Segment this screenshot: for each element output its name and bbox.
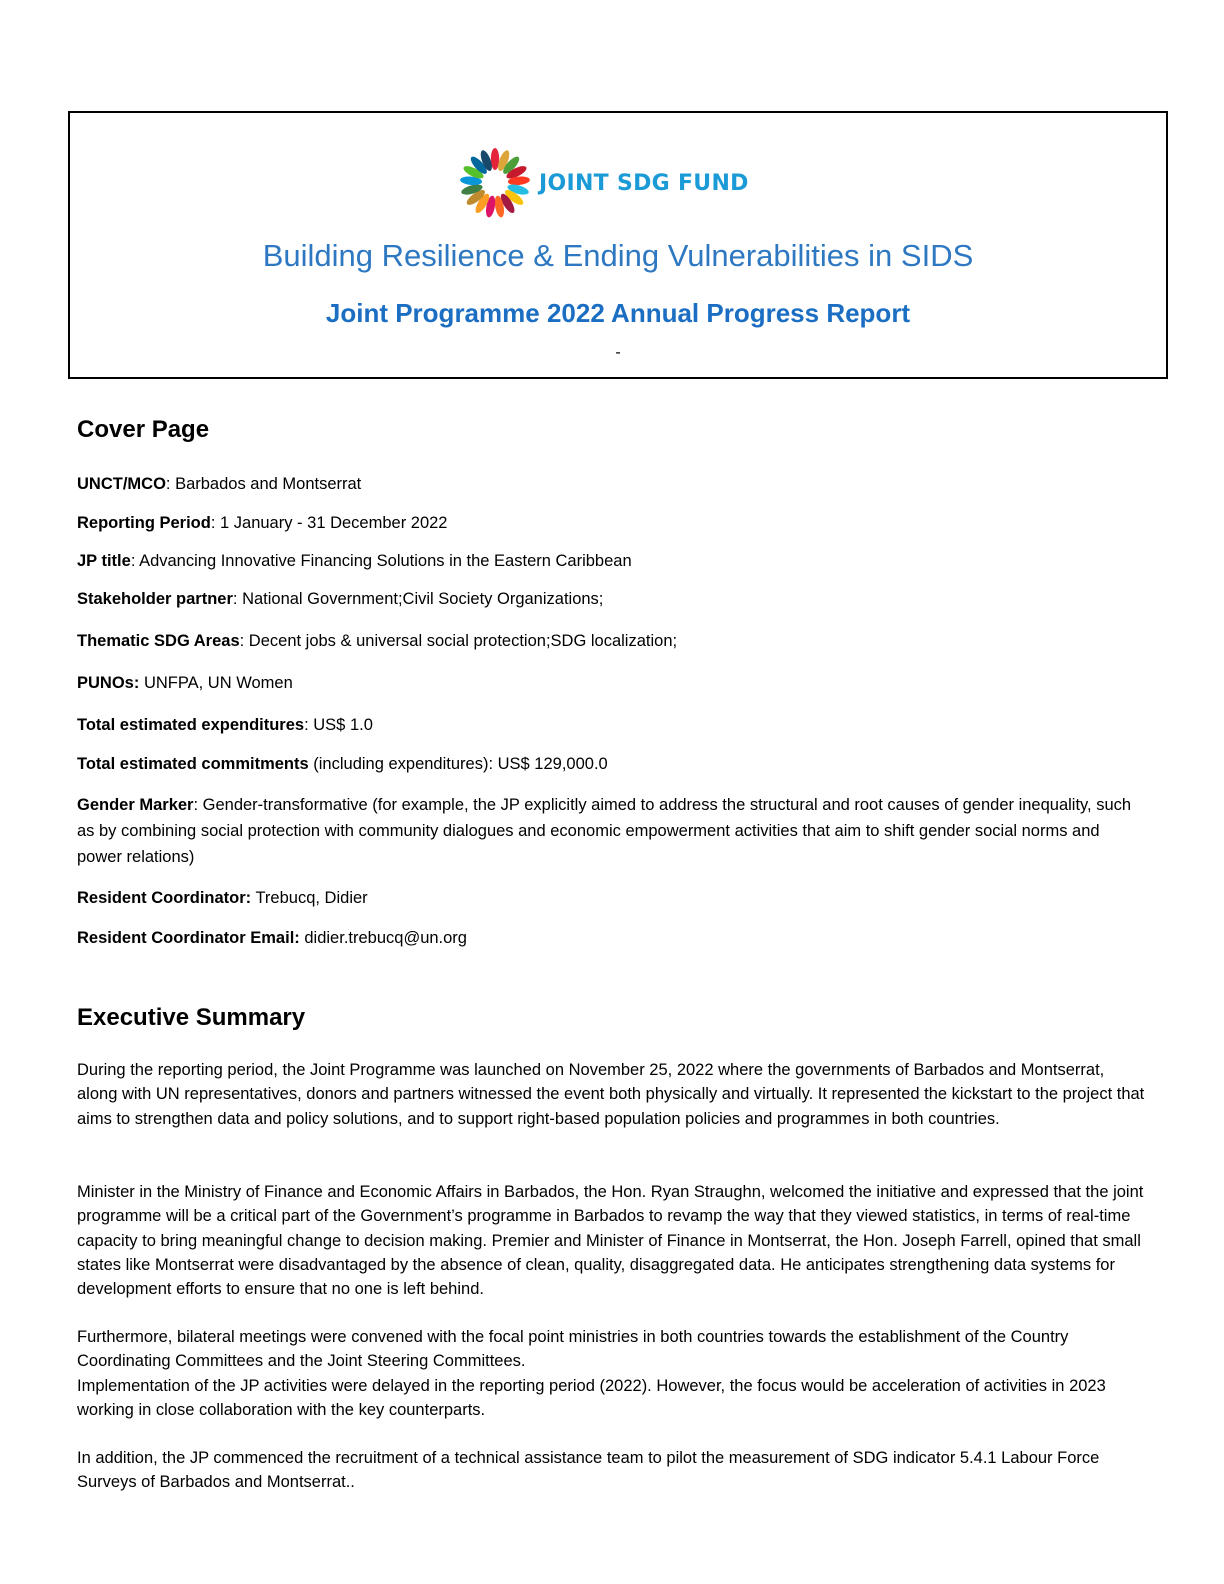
- field-jp-title: JP title: Advancing Innovative Financing Solutions in the Eastern Caribbean: [77, 552, 632, 570]
- field-thematic-sdg-areas: Thematic SDG Areas: Decent jobs & universal social protection;SDG localization;: [77, 632, 678, 650]
- field-resident-coordinator-email: Resident Coordinator Email: didier.trebucq@un.org: [77, 929, 467, 947]
- summary-paragraph: Minister in the Ministry of Finance and Economic Affairs in Barbados, the Hon. Ryan Straughn, welcomed the initiative and expressed that the joint programme will be a critical part of the Government’s programme in Barbados to revamp the way that they viewed statistics, in terms of real-time capacity to bring meaningful change to decision making. Premier and Minister of Finance in Montserrat, the Hon. Joseph Farrell, opined that small states like Montserrat were disadvantaged by the absence of clean, quality, disaggregated data. He anticipates strengthening data systems for development efforts to ensure that no one is left behind.: [77, 1183, 1144, 1299]
- document-title: Building Resilience & Ending Vulnerabilities in SIDS: [262, 238, 974, 273]
- executive-summary-heading: Executive Summary: [77, 1004, 306, 1031]
- summary-paragraph: Implementation of the JP activities were delayed in the reporting period (2022). However, the focus would be acceleration of activities in 2023 working in close collaboration with the key counterparts.: [77, 1377, 1106, 1420]
- logo-text: JOINT SDG FUND: [539, 170, 749, 196]
- field-total-commitments: Total estimated commitments (including expenditures): US$ 129,000.0: [77, 755, 608, 773]
- field-punos: PUNOs: UNFPA, UN Women: [77, 674, 293, 692]
- sdg-wheel-icon: [455, 143, 535, 223]
- field-reporting-period: Reporting Period: 1 January - 31 December 2022: [77, 514, 448, 532]
- sdg-wheel-petal: [491, 148, 499, 170]
- field-gender-marker: Gender Marker: Gender-transformative (for example, the JP explicitly aimed to address the structural and root causes of gender inequality, such as by combining social protection with community dialogues and economic empowerment activities that aim to shift gender social norms and power relations): [77, 796, 1132, 866]
- summary-paragraph: In addition, the JP commenced the recruitment of a technical assistance team to pilot the measurement of SDG indicator 5.4.1 Labour Force Surveys of Barbados and Montserrat..: [77, 1449, 1100, 1492]
- field-stakeholder-partner: Stakeholder partner: National Government;Civil Society Organizations;: [77, 590, 604, 608]
- summary-paragraph: During the reporting period, the Joint Programme was launched on November 25, 2022 where the governments of Barbados and Montserrat, along with UN representatives, donors and partners witnessed the event both physically and virtually. It represented the kickstart to the project that aims to strengthen data and policy solutions, and to support right-based population policies and programmes in both countries.: [77, 1061, 1145, 1128]
- field-unct-mco: UNCT/MCO: Barbados and Montserrat: [77, 475, 362, 493]
- joint-sdg-fund-logo: [455, 143, 749, 223]
- field-total-expenditures: Total estimated expenditures: US$ 1.0: [77, 716, 373, 734]
- cover-page-heading: Cover Page: [77, 416, 210, 443]
- field-resident-coordinator: Resident Coordinator: Trebucq, Didier: [77, 889, 368, 907]
- header-dash: -: [615, 344, 621, 361]
- document-subtitle: Joint Programme 2022 Annual Progress Report: [325, 298, 911, 328]
- summary-paragraph: Furthermore, bilateral meetings were convened with the focal point ministries in both countries towards the establishment of the Country Coordinating Committees and the Joint Steering Committees.: [77, 1328, 1069, 1371]
